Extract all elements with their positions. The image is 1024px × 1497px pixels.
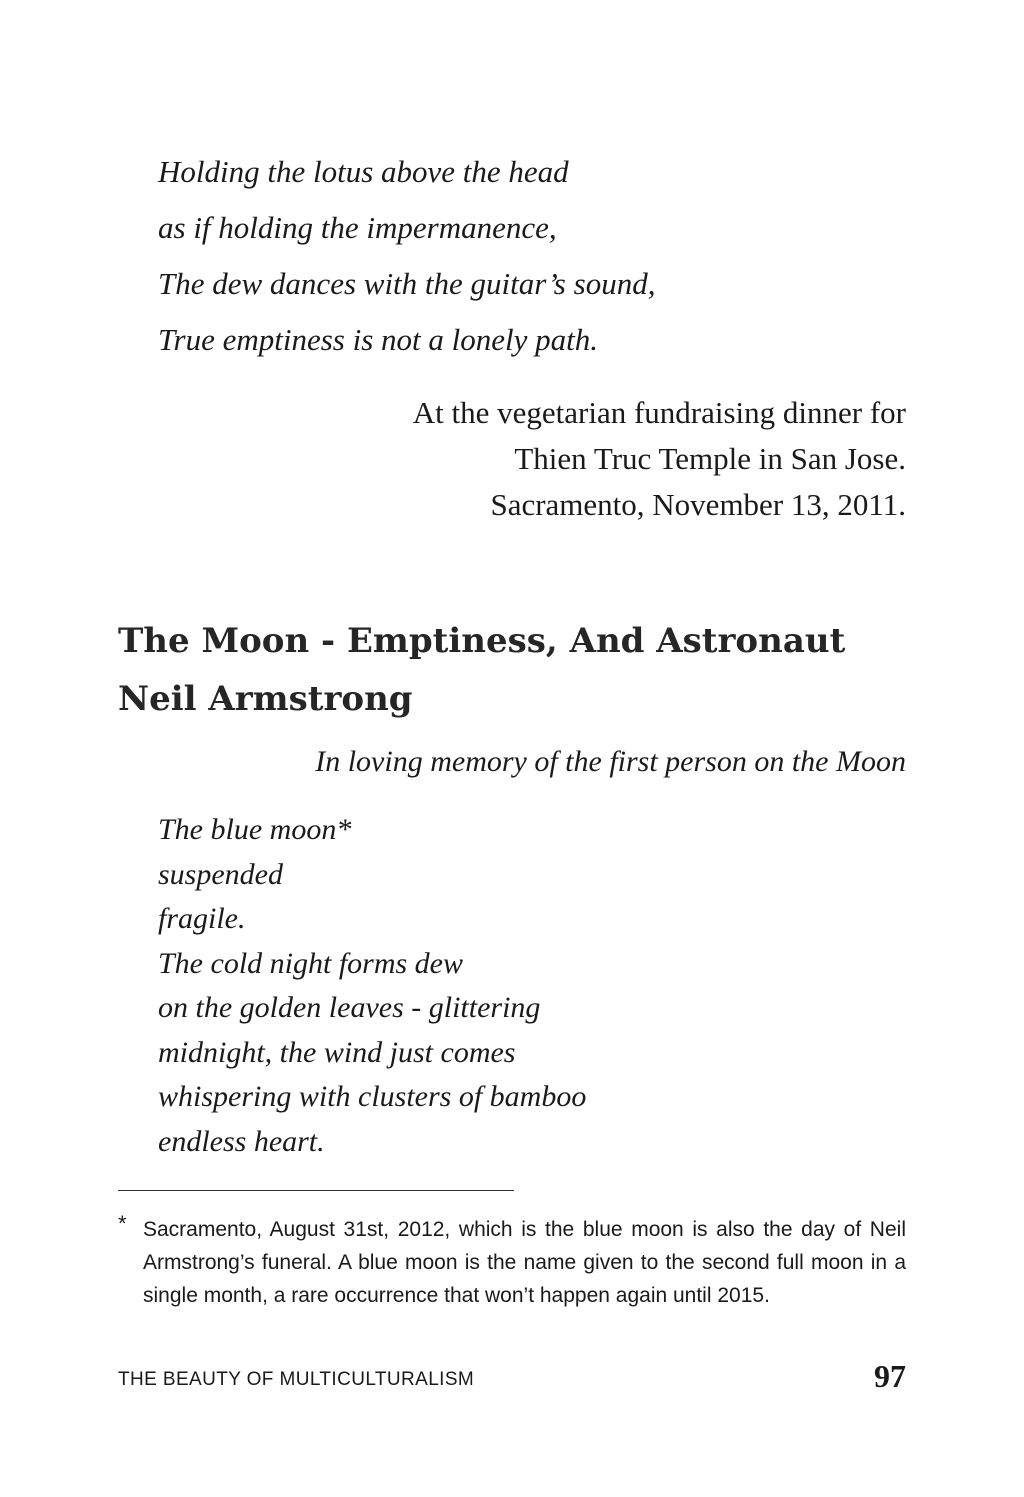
running-footer-title: THE BEAUTY OF MULTICULTURALISM [118, 1369, 475, 1390]
poem-line: True emptiness is not a lonely path. [158, 322, 599, 357]
footnote-text: Sacramento, August 31st, 2012, which is the blue moon is also the day of Neil Armstrong’s funeral. A blue moon is the name given to the second full moon in a single month, a rare occurrence that won’t happen again until 2015. [143, 1218, 906, 1307]
poem-line: midnight, the wind just comes [158, 1035, 516, 1069]
dedication-line: Sacramento, November 13, 2011. [490, 487, 906, 522]
poem-line: The blue moon* [158, 813, 352, 846]
poem-blue-moon [158, 808, 586, 1164]
poem-line: fragile. [158, 902, 246, 935]
poem-line: as if holding the impermanence, [158, 210, 557, 245]
poem-lotus [158, 148, 655, 372]
poem-line: endless heart. [158, 1124, 325, 1158]
dedication-line: Thien Truc Temple in San Jose. [514, 441, 906, 476]
poem-dedication [413, 390, 906, 528]
poem-line: The cold night forms dew [158, 946, 463, 980]
section-title-line: Neil Armstrong [118, 679, 413, 719]
poem-line: whispering with clusters of bamboo [158, 1080, 587, 1113]
footnote [118, 1213, 906, 1312]
poem-line: The dew dances with the guitar’s sound, [158, 266, 656, 301]
poem-line: on the golden leaves - glittering [158, 991, 541, 1024]
section-epigraph: In loving memory of the first person on the Moon [315, 745, 906, 778]
footnote-marker: * [118, 1211, 127, 1236]
poem-line: Holding the lotus above the head [158, 154, 569, 189]
footnote-divider [118, 1190, 514, 1191]
poem-line: suspended [158, 857, 283, 891]
dedication-line: At the vegetarian fundraising dinner for [412, 395, 906, 430]
section-title-line: The Moon - Emptiness, And Astronaut [118, 621, 846, 661]
page-number: 97 [874, 1358, 906, 1394]
section-title [118, 612, 918, 728]
